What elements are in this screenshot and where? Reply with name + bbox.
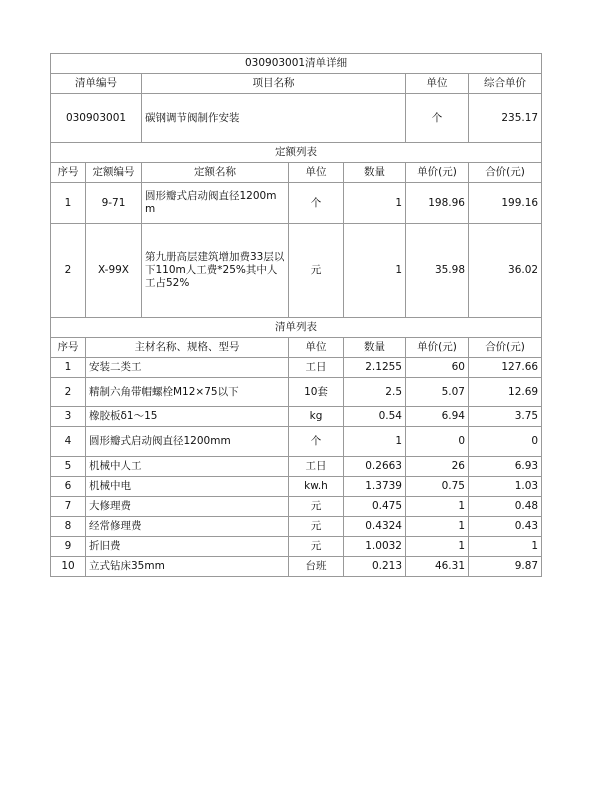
list-price: 1 [406, 497, 469, 517]
list-total: 6.93 [469, 457, 542, 477]
header-code: 清单编号 [51, 74, 142, 94]
quota-header-unit: 单位 [289, 163, 344, 183]
quota-qty: 1 [344, 224, 406, 318]
list-total: 127.66 [469, 358, 542, 378]
list-qty: 0.213 [344, 557, 406, 577]
item-price: 235.17 [469, 94, 542, 143]
quota-price: 198.96 [406, 183, 469, 224]
quota-qty: 1 [344, 183, 406, 224]
list-row [51, 427, 542, 457]
list-qty: 0.54 [344, 407, 406, 427]
list-unit: 10套 [289, 378, 344, 407]
quota-total: 199.16 [469, 183, 542, 224]
list-name: 橡胶板δ1～15 [86, 407, 289, 427]
list-total: 9.87 [469, 557, 542, 577]
list-no: 5 [51, 457, 86, 477]
list-price: 1 [406, 517, 469, 537]
quota-row [51, 224, 542, 318]
list-section-row [51, 318, 542, 338]
quota-header-row [51, 163, 542, 183]
list-unit: 工日 [289, 358, 344, 378]
list-no: 7 [51, 497, 86, 517]
page-title: 030903001清单详细 [51, 54, 542, 74]
list-unit: 元 [289, 497, 344, 517]
list-price: 1 [406, 537, 469, 557]
item-code: 030903001 [51, 94, 142, 143]
list-row [51, 477, 542, 497]
list-no: 3 [51, 407, 86, 427]
list-total: 0 [469, 427, 542, 457]
list-total: 0.43 [469, 517, 542, 537]
quota-no: 2 [51, 224, 86, 318]
list-qty: 1.0032 [344, 537, 406, 557]
list-name: 安装二类工 [86, 358, 289, 378]
list-price: 0 [406, 427, 469, 457]
list-row [51, 557, 542, 577]
quota-no: 1 [51, 183, 86, 224]
list-header-price: 单价(元) [406, 338, 469, 358]
list-header-row [51, 338, 542, 358]
item-name: 碳钢调节阀制作安装 [142, 94, 406, 143]
header-name: 项目名称 [142, 74, 406, 94]
list-name: 机械中人工 [86, 457, 289, 477]
list-row [51, 358, 542, 378]
list-qty: 2.5 [344, 378, 406, 407]
list-header-unit: 单位 [289, 338, 344, 358]
list-name: 机械中电 [86, 477, 289, 497]
header-price: 综合单价 [469, 74, 542, 94]
list-qty: 0.4324 [344, 517, 406, 537]
list-header-no: 序号 [51, 338, 86, 358]
quota-header-qty: 数量 [344, 163, 406, 183]
list-row [51, 537, 542, 557]
quota-header-name: 定额名称 [142, 163, 289, 183]
list-unit: 个 [289, 427, 344, 457]
item-unit: 个 [406, 94, 469, 143]
quota-price: 35.98 [406, 224, 469, 318]
quota-unit: 元 [289, 224, 344, 318]
quota-header-price: 单价(元) [406, 163, 469, 183]
list-no: 8 [51, 517, 86, 537]
list-unit: kg [289, 407, 344, 427]
list-unit: 工日 [289, 457, 344, 477]
header-unit: 单位 [406, 74, 469, 94]
item-header-row [51, 74, 542, 94]
list-total: 12.69 [469, 378, 542, 407]
list-name: 圆形瓣式启动阀直径1200mm [86, 427, 289, 457]
list-price: 0.75 [406, 477, 469, 497]
list-row [51, 517, 542, 537]
list-price: 60 [406, 358, 469, 378]
list-section-title: 清单列表 [51, 318, 542, 338]
list-qty: 1.3739 [344, 477, 406, 497]
list-name: 立式钻床35mm [86, 557, 289, 577]
list-row [51, 497, 542, 517]
list-no: 4 [51, 427, 86, 457]
list-unit: kw.h [289, 477, 344, 497]
list-header-name: 主材名称、规格、型号 [86, 338, 289, 358]
quota-header-code: 定额编号 [86, 163, 142, 183]
list-name: 经常修理费 [86, 517, 289, 537]
list-no: 6 [51, 477, 86, 497]
bill-detail-table [50, 53, 542, 577]
title-row [51, 54, 542, 74]
quota-header-no: 序号 [51, 163, 86, 183]
list-name: 大修理费 [86, 497, 289, 517]
list-no: 10 [51, 557, 86, 577]
quota-section-row [51, 143, 542, 163]
quota-name: 圆形瓣式启动阀直径1200mm [142, 183, 289, 224]
list-price: 26 [406, 457, 469, 477]
list-row [51, 457, 542, 477]
list-qty: 1 [344, 427, 406, 457]
list-unit: 元 [289, 517, 344, 537]
quota-code: 9-71 [86, 183, 142, 224]
quota-total: 36.02 [469, 224, 542, 318]
quota-name: 第九册高层建筑增加费33层以下110m人工费*25%其中人工占52% [142, 224, 289, 318]
list-total: 0.48 [469, 497, 542, 517]
list-price: 6.94 [406, 407, 469, 427]
quota-row [51, 183, 542, 224]
list-qty: 2.1255 [344, 358, 406, 378]
list-unit: 台班 [289, 557, 344, 577]
quota-section-title: 定额列表 [51, 143, 542, 163]
quota-header-total: 合价(元) [469, 163, 542, 183]
quota-unit: 个 [289, 183, 344, 224]
list-total: 3.75 [469, 407, 542, 427]
list-name: 折旧费 [86, 537, 289, 557]
list-row [51, 378, 542, 407]
list-header-total: 合价(元) [469, 338, 542, 358]
list-qty: 0.2663 [344, 457, 406, 477]
quota-code: X-99X [86, 224, 142, 318]
list-row [51, 407, 542, 427]
list-price: 5.07 [406, 378, 469, 407]
item-row [51, 94, 542, 143]
list-unit: 元 [289, 537, 344, 557]
list-no: 1 [51, 358, 86, 378]
list-total: 1 [469, 537, 542, 557]
list-header-qty: 数量 [344, 338, 406, 358]
list-total: 1.03 [469, 477, 542, 497]
list-no: 2 [51, 378, 86, 407]
list-qty: 0.475 [344, 497, 406, 517]
list-name: 精制六角带帽螺栓M12×75以下 [86, 378, 289, 407]
list-no: 9 [51, 537, 86, 557]
list-price: 46.31 [406, 557, 469, 577]
